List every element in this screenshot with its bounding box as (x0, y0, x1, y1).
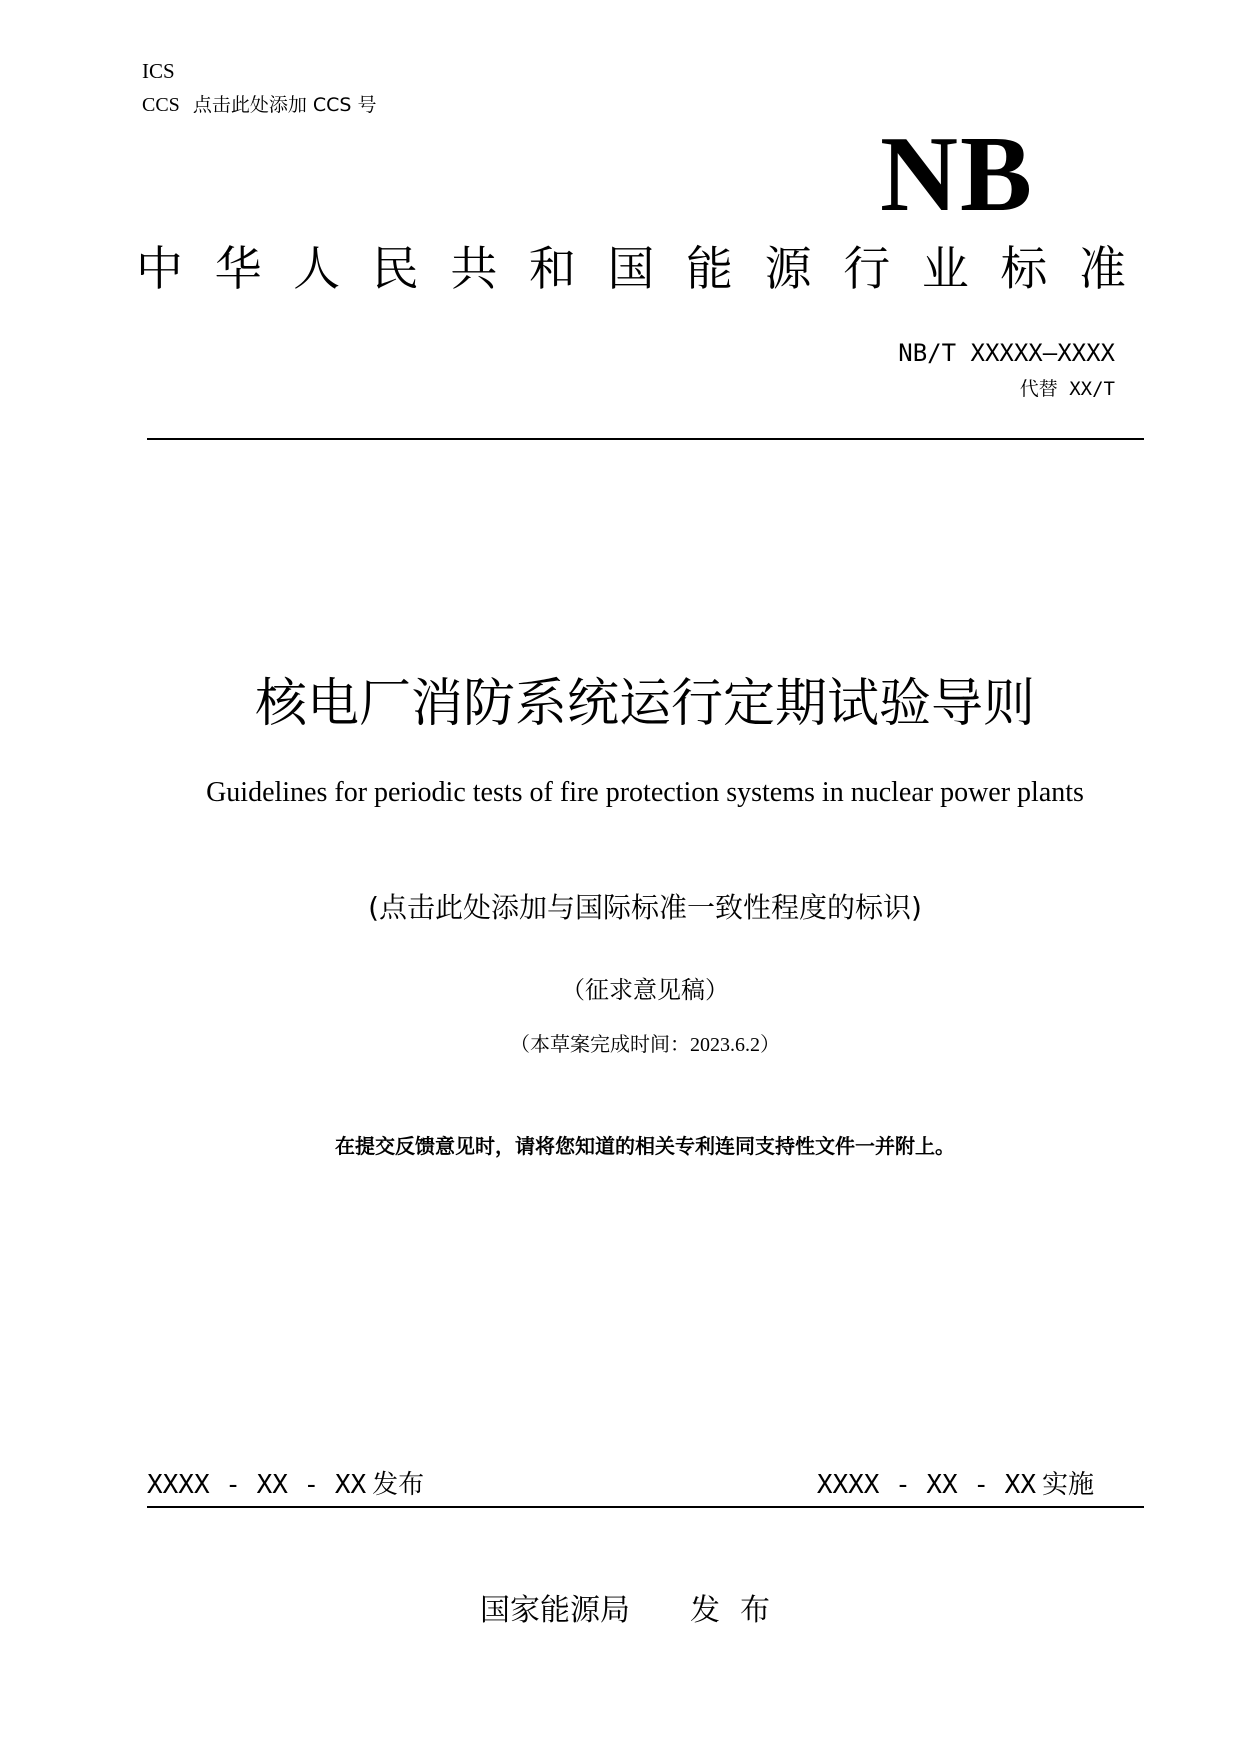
ccs-placeholder[interactable]: 点击此处添加 CCS 号 (192, 94, 377, 116)
standard-title-char: 人 (293, 242, 341, 297)
standard-title (136, 240, 1126, 300)
document-title-cn: 核电厂消防系统运行定期试验导则 (254, 674, 1035, 734)
replaces-standard: 代替 XX/T (1019, 378, 1115, 400)
standard-title-char: 共 (450, 242, 498, 297)
standard-title-char: 准 (1078, 242, 1126, 297)
standard-title-char: 源 (764, 242, 812, 297)
footer-divider (147, 1506, 1144, 1508)
standard-title-char: 业 (921, 242, 969, 297)
standard-title-char: 中 (136, 242, 183, 297)
draft-completion-time: （本草案完成时间：2023.6.2） (510, 1034, 780, 1056)
ccs-line (142, 92, 377, 118)
ics-label: ICS (142, 59, 175, 83)
standard-title-char: 能 (686, 242, 734, 297)
publish-date[interactable]: XXXX - XX - XX (147, 1470, 367, 1500)
standard-title-char: 民 (371, 242, 419, 297)
standard-number: NB/T XXXXX—XXXX (898, 339, 1115, 367)
patent-note: 在提交反馈意见时，请将您知道的相关专利连同支持性文件一并附上。 (335, 1134, 955, 1158)
header-divider (147, 438, 1144, 440)
standard-title-char: 华 (214, 242, 262, 297)
consistency-placeholder[interactable]: (点击此处添加与国际标准一致性程度的标识) (368, 891, 922, 924)
issuer-action: 发布 (690, 1593, 790, 1628)
issuer-line (0, 1591, 1240, 1631)
standard-title-char: 和 (528, 242, 576, 297)
draft-status: （征求意见稿） (561, 978, 729, 1004)
nb-logo: NB (880, 115, 1035, 234)
ccs-label: CCS (142, 94, 180, 116)
publish-label: 发布 (372, 1470, 425, 1500)
implement-date-line (817, 1468, 1094, 1502)
issuer-name: 国家能源局 (480, 1593, 630, 1628)
implement-label: 实施 (1041, 1470, 1094, 1500)
standard-title-char: 国 (607, 242, 655, 297)
standard-title-char: 标 (1000, 242, 1048, 297)
document-title-en: Guidelines for periodic tests of fire protection systems in nuclear power plants (206, 777, 1084, 808)
publish-date-line (147, 1468, 424, 1502)
standard-title-char: 行 (843, 242, 891, 297)
implement-date[interactable]: XXXX - XX - XX (816, 1470, 1036, 1500)
